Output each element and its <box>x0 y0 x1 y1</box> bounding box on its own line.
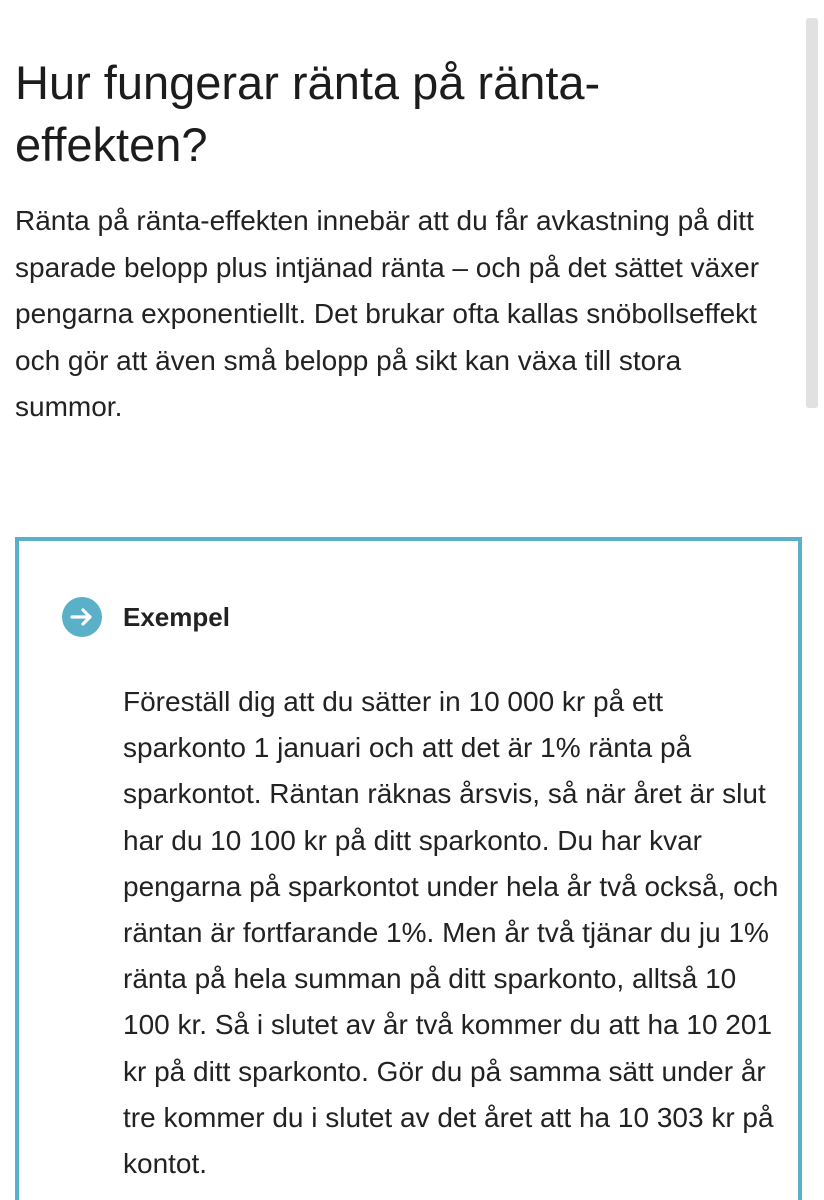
scrollbar[interactable] <box>806 18 818 408</box>
example-label: Exempel <box>123 602 230 632</box>
example-box <box>15 537 802 1200</box>
article-heading: Hur fungerar ränta på ränta-effekten? <box>15 56 601 171</box>
article-intro: Ränta på ränta-effekten innebär att du får avkastning på ditt sparade belopp plus intjänad ränta – och på det sättet växer pengarna exponentiellt. Det brukar ofta kallas snöbollseffekt och gör att även små belopp på sikt kan växa till stora summor. <box>15 205 760 422</box>
arrow-right-circle-icon <box>62 597 102 637</box>
example-text: Föreställ dig att du sätter in 10 000 kr på ett sparkonto 1 januari och att det är 1% ränta på sparkontot. Räntan räknas årsvis, så när året är slut har du 10 100 kr på ditt sparkonto. Du har kvar pengarna på sparkontot under hela år två också, och räntan är fortfarande 1%. Men år två tjänar du ju 1% ränta på hela summan på ditt sparkonto, alltså 10 100 kr. Så i slutet av år två kommer du att ha 10 201 kr på ditt sparkonto. Gör du på samma sätt under år tre kommer du i slutet av det året att ha 10 303 kr på kontot. <box>123 686 779 1180</box>
